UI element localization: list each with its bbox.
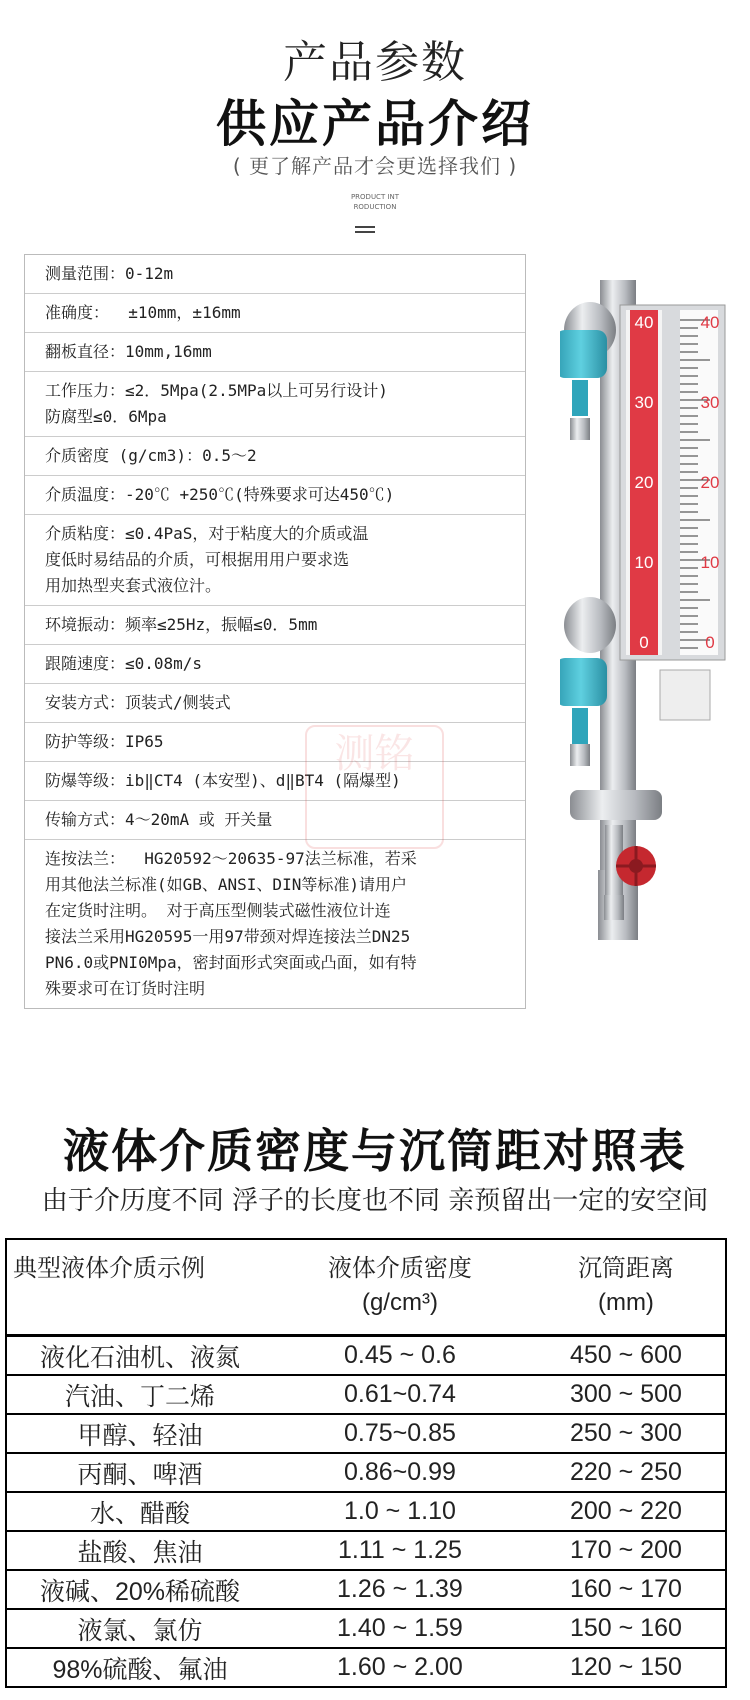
scale-label: 30 <box>700 393 720 412</box>
cell-distance: 220 ~ 250 <box>527 1453 726 1492</box>
table-row <box>6 1492 726 1531</box>
spec-row: 防护等级：IP65 <box>25 723 525 762</box>
table-row <box>6 1609 726 1648</box>
header-distance-line1: 沉筒距离 <box>577 1255 674 1282</box>
spec-row: 介质粘度：≤0.4PaS，对于粘度大的介质或温 度低时易结品的介质，可根据用用户要求选 用加热型夹套式液位汁。 <box>25 515 525 606</box>
cell-distance: 300 ~ 500 <box>527 1375 726 1414</box>
header-density <box>273 1239 527 1336</box>
watermark: 测铭 <box>305 725 444 849</box>
valve-handwheel-icon <box>616 846 656 886</box>
density-table <box>5 1238 727 1688</box>
scale-label: 30 <box>634 393 654 412</box>
table-row <box>6 1531 726 1570</box>
level-gauge-image <box>560 280 740 1080</box>
upper-junction-box <box>560 330 607 440</box>
cell-medium: 盐酸、焦油 <box>6 1531 273 1570</box>
cell-density: 0.45 ~ 0.6 <box>273 1336 527 1376</box>
cell-distance: 170 ~ 200 <box>527 1531 726 1570</box>
scale-label: 20 <box>634 473 654 492</box>
cell-density: 0.61~0.74 <box>273 1375 527 1414</box>
divider-line <box>355 226 375 228</box>
lower-junction-box <box>560 658 607 766</box>
spec-row: 安装方式：顶装式/侧装式 <box>25 684 525 723</box>
cell-density: 1.40 ~ 1.59 <box>273 1609 527 1648</box>
cell-medium: 甲醇、轻油 <box>6 1414 273 1453</box>
scale-label: 40 <box>700 313 720 332</box>
spec-row: 工作压力：≤2．5Mpa(2.5MPa以上可另行设计) 防腐型≤0．6Mpa <box>25 372 525 437</box>
table-header-row <box>6 1239 726 1336</box>
cell-medium: 水、醋酸 <box>6 1492 273 1531</box>
table-row <box>6 1375 726 1414</box>
cell-density: 1.26 ~ 1.39 <box>273 1570 527 1609</box>
cell-medium: 丙酮、啤酒 <box>6 1453 273 1492</box>
cell-density: 1.11 ~ 1.25 <box>273 1531 527 1570</box>
header-density-line1: 液体介质密度 <box>327 1255 472 1282</box>
cell-density: 1.0 ~ 1.10 <box>273 1492 527 1531</box>
spec-row: 翻板直径：10mm,16mm <box>25 333 525 372</box>
spec-table <box>24 254 526 1009</box>
table-row <box>6 1648 726 1687</box>
spec-row: 环境振动：频率≤25Hz，振幅≤0．5mm <box>25 606 525 645</box>
cell-medium: 汽油、丁二烯 <box>6 1375 273 1414</box>
spec-row: 连按法兰： HG20592～20635-97法兰标准，若采 用其他法兰标准(如GB、ANSI、DIN等标准)请用户 在定货时注明。 对于高压型侧装式磁性液位计连 接法兰采用HG20595一用97带颈对焊连接法兰DN25 PN6.0或PNI0Mpa，密封面形式突面或凸面，如有特 殊要求可在订货时注明 <box>45 849 417 998</box>
cell-distance: 200 ~ 220 <box>527 1492 726 1531</box>
spec-row: 跟随速度：≤0.08m/s <box>25 645 525 684</box>
cell-density: 0.86~0.99 <box>273 1453 527 1492</box>
spec-row: 防爆等级：ib‖CT4 (本安型)、d‖BT4 (隔爆型) <box>25 762 525 801</box>
divider-line <box>355 231 375 233</box>
table-row <box>6 1453 726 1492</box>
cell-distance: 450 ~ 600 <box>527 1336 726 1376</box>
table-row <box>6 1336 726 1376</box>
cell-medium: 液化石油机、液氮 <box>6 1336 273 1376</box>
page-subtitle: ( 更了解产品才会更选择我们 ) <box>232 154 518 178</box>
intro-tag <box>300 192 450 212</box>
cell-distance: 160 ~ 170 <box>527 1570 726 1609</box>
page-title: 产品参数 <box>283 37 467 88</box>
scale-label: 0 <box>705 633 715 652</box>
table-row <box>6 1414 726 1453</box>
density-table-title: 液体介质密度与沉筒距对照表 <box>63 1124 687 1178</box>
middle-flange <box>564 597 616 653</box>
cell-density: 1.60 ~ 2.00 <box>273 1648 527 1687</box>
cell-distance: 250 ~ 300 <box>527 1414 726 1453</box>
cell-medium: 98%硫酸、氟油 <box>6 1648 273 1687</box>
intro-tag-line2: RODUCTION <box>353 203 397 211</box>
cell-distance: 150 ~ 160 <box>527 1609 726 1648</box>
cell-density: 0.75~0.85 <box>273 1414 527 1453</box>
spec-row: 介质密度 (g/cm3)：0.5～2 <box>25 437 525 476</box>
header-distance <box>527 1239 726 1336</box>
spec-row: 测量范围：0-12m <box>25 255 525 294</box>
scale-label: 10 <box>700 553 720 572</box>
cell-medium: 液碱、20%稀硫酸 <box>6 1570 273 1609</box>
bottom-flange <box>570 790 662 820</box>
intro-tag-line1: PRODUCT INT <box>350 193 400 201</box>
nameplate <box>660 670 710 720</box>
scale-label: 20 <box>700 473 720 492</box>
cell-distance: 120 ~ 150 <box>527 1648 726 1687</box>
cell-medium: 液氯、氯仿 <box>6 1609 273 1648</box>
spec-row: 介质温度：-20℃ +250℃(特殊要求可达450℃) <box>25 476 525 515</box>
scale-label: 10 <box>634 553 654 572</box>
spec-row: 传输方式：4～20mA 或 开关量 <box>25 801 525 840</box>
page-heading: 供应产品介绍 <box>216 95 534 153</box>
header-distance-line2: (mm) <box>597 1289 654 1316</box>
density-table-subtitle: 由于介历度不同 浮子的长度也不同 亲预留出一定的安空间 <box>41 1186 709 1216</box>
spec-row: 准确度： ±10mm，±16mm <box>25 294 525 333</box>
header-medium: 典型液体介质示例 <box>6 1239 273 1336</box>
table-row <box>6 1570 726 1609</box>
scale-label: 40 <box>634 313 654 332</box>
header-density-line2: (g/cm³) <box>361 1289 438 1316</box>
scale-label: 0 <box>639 633 649 652</box>
